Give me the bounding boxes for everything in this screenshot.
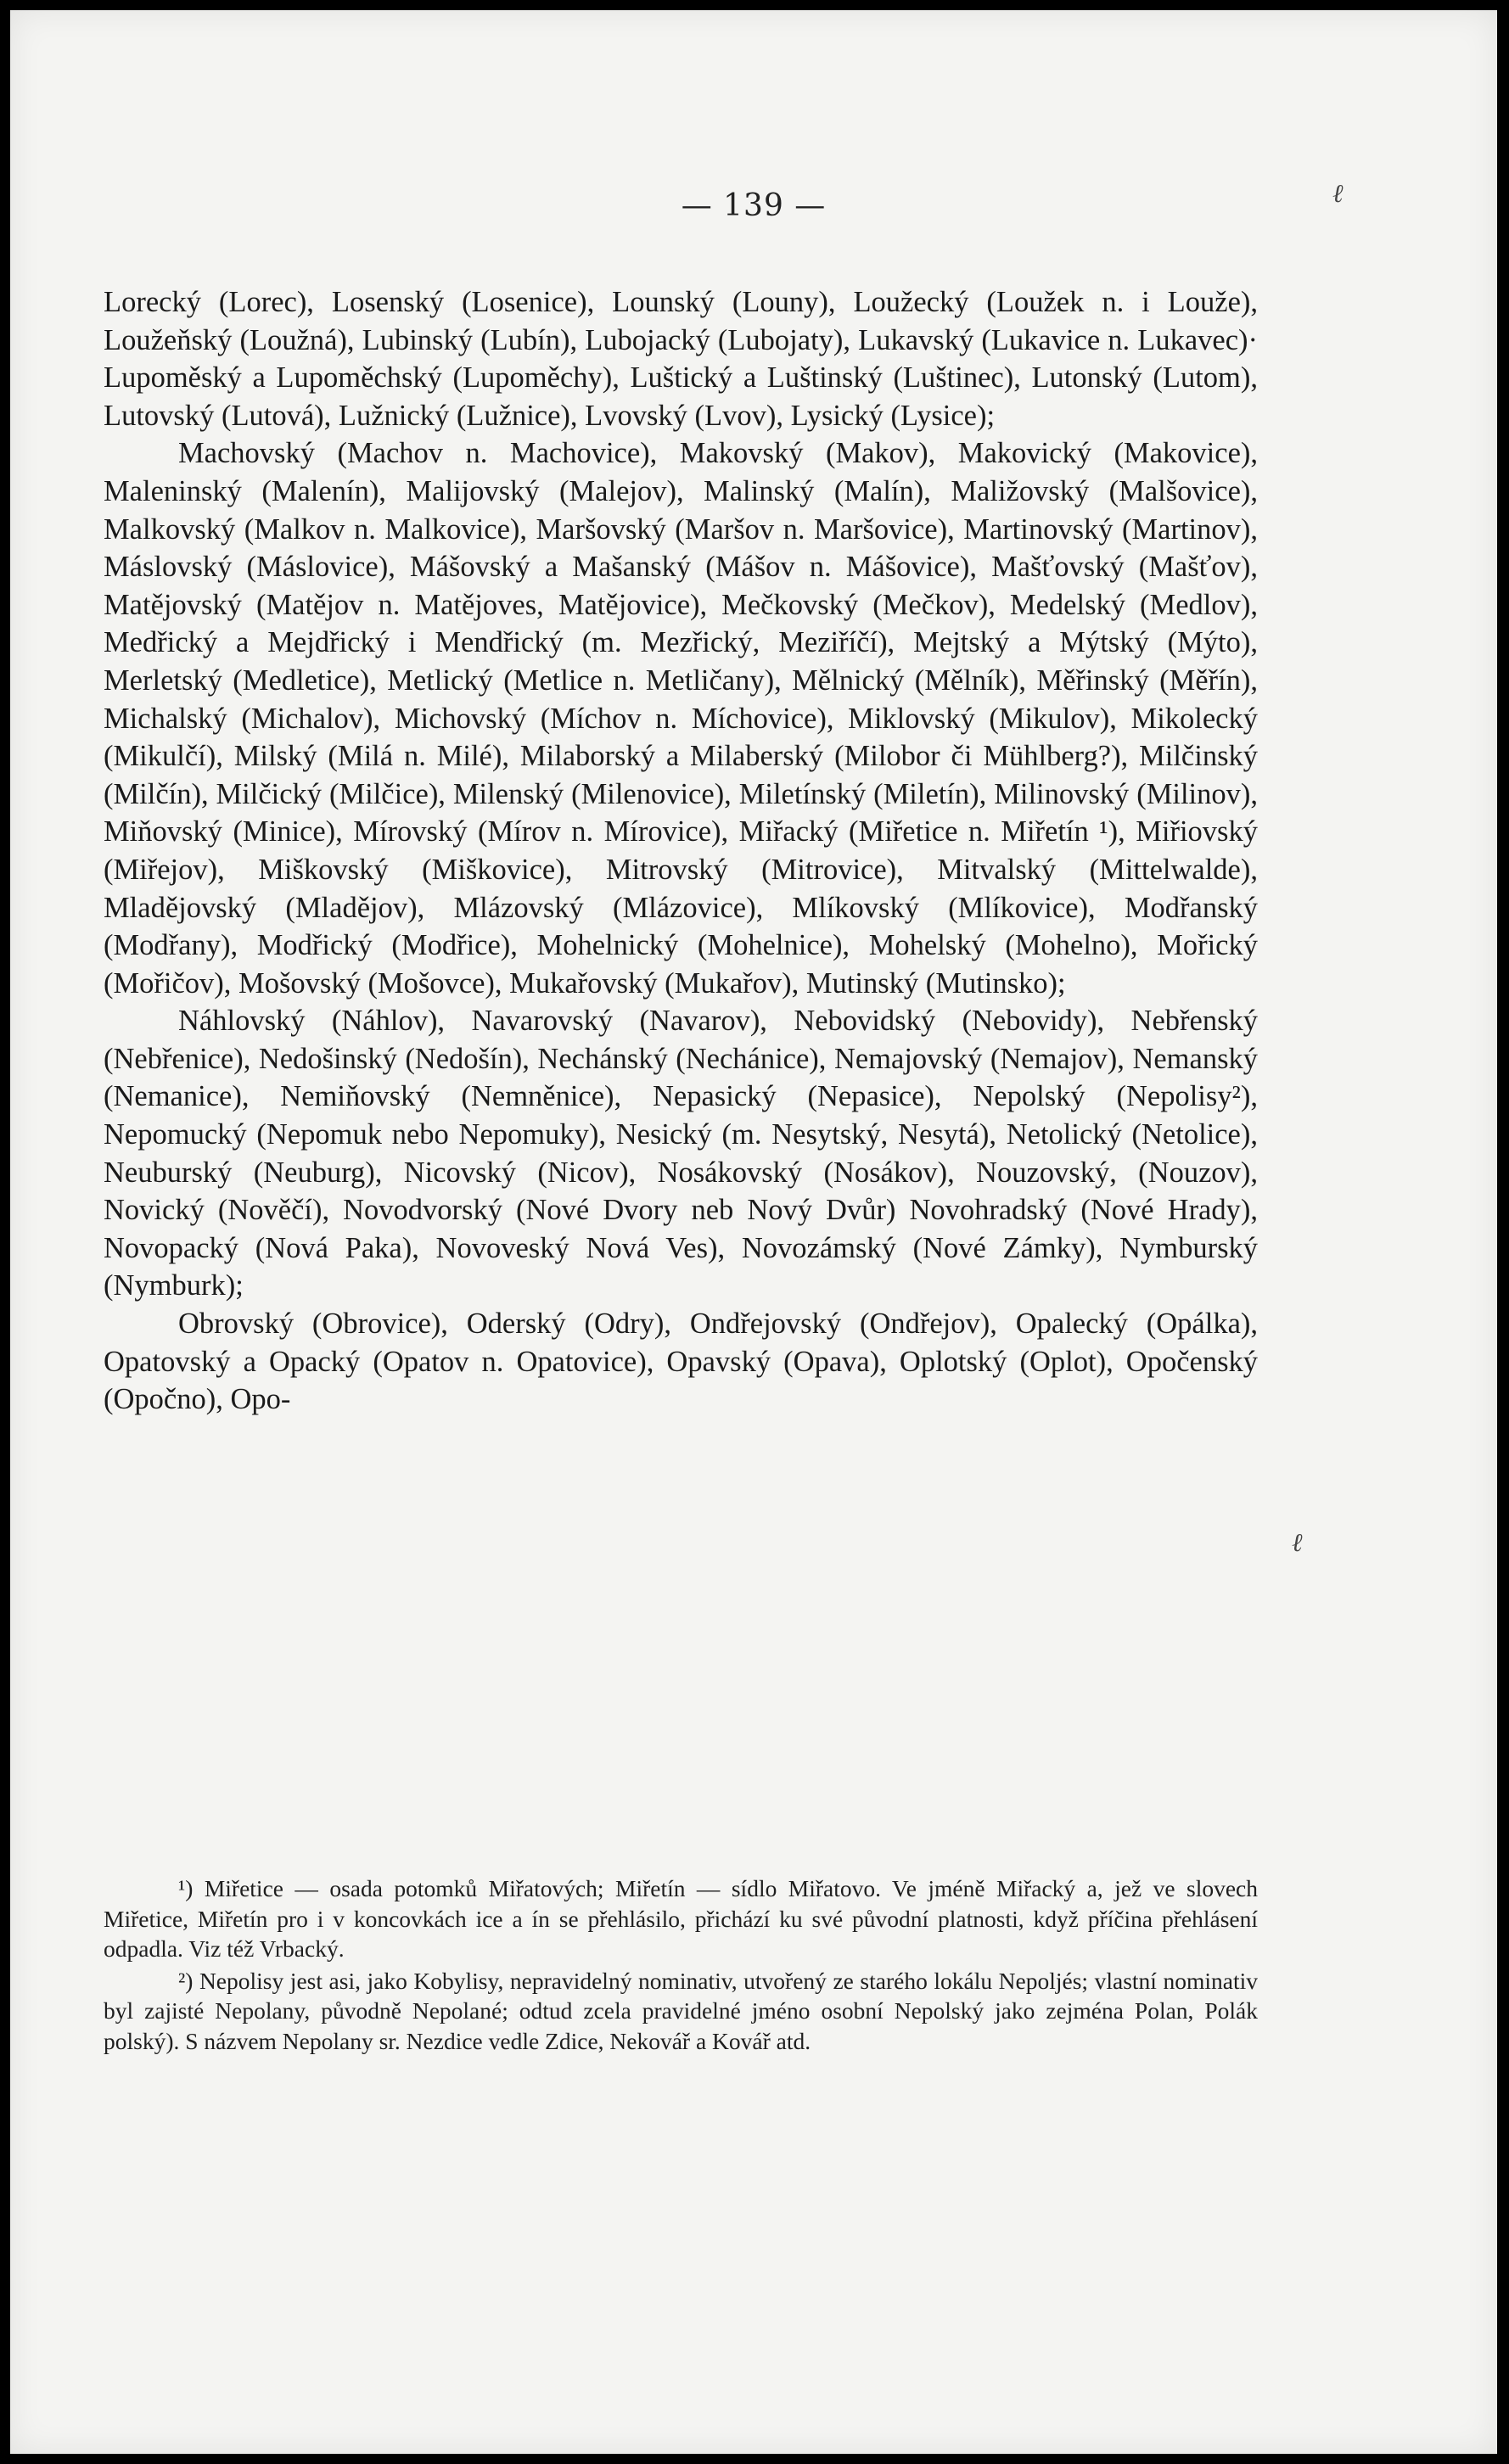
footnotes xyxy=(104,1873,1258,2057)
footnote-2: ²) Nepolisy jest asi, jako Kobylisy, nepravidelný nominativ, utvořený ze starého lokálu Nepoljés; vlastní nominativ byl zajisté Nepolany, původně Nepolané; odtud zcela pravidelné jméno osobní Nepolský jako zejména Polan, Polák polský). S názvem Nepolany sr. Nezdice vedle Zdice, Nekovář a Kovář atd. xyxy=(104,1967,1258,2054)
footnote-1: ¹) Miřetice — osada potomků Miřatových; Miřetín — sídlo Miřatovo. Ve jméně Miřacký a, jež ve slovech Miřetice, Miřetín pro i v koncovkách ice a ín se přehlásilo, přichází ku své původní platnosti, když příčina přehlásení odpadla. Viz též Vrbacký. xyxy=(104,1875,1258,1963)
margin-mark-middle: ℓ xyxy=(1292,1529,1303,1557)
book-page xyxy=(10,10,1497,2454)
page-number: — 139 — xyxy=(681,188,827,223)
paragraph-o: Obrovský (Obrovice), Oderský (Odry), Ondřejovský (Ondřejov), Opalecký (Opálka), Opatovský a Opacký (Opatov n. Opatovice), Opavský (Opava), Oplotský (Oplot), Opočenský (Opočno), Opo- xyxy=(104,1308,1258,1416)
paragraph-m: Machovský (Machov n. Machovice), Makovský (Makov), Makovický (Makovice), Maleninský (Malenín), Malijovský (Malejov), Malinský (Malín), Maližovský (Malšovice), Malkovský (Malkov n. Malkovice), Maršovský (Maršov n. Maršovice), Martinovský (Martinov), Máslovský (Máslovice), Mášovský a Mašanský (Mášov n. Mášovice), Mašťovský (Mašťov), Matějovský (Matějov n. Matějoves, Matějovice), Mečkovský (Mečkov), Medelský (Medlov), Medřický a Mejdřický i Mendřický (m. Mezřický, Meziříčí), Mejtský a Mýtský (Mýto), Merletský (Medletice), Metlický (Metlice n. Metličany), Mělnický (Mělník), Měřinský (Měřín), Michalský (Michalov), Michovský (Míchov n. Míchovice), Miklovský (Mikulov), Mikolecký (Mikulčí), Milský (Milá n. Milé), Milaborský a Milaberský (Milobor či Mühlberg?), Milčinský (Milčín), Milčický (Milčice), Milenský (Milenovice), Miletínský (Miletín), Milinovský (Milinov), Miňovský (Minice), Mírovský (Mírov n. Mírovice), Miřacký (Miřetice n. Miřetín ¹), Miřiovský (Miřejov), Miškovský (Miškovice), Mitrovský (Mitrovice), Mitvalský (Mittelwalde), Mladějovský (Mladějov), Mlázovský (Mlázovice), Mlíkovský (Mlíkovice), Modřanský (Modřany), Modřický (Modřice), Mohelnický (Mohelnice), Mohelský (Mohelno), Mořický (Mořičov), Mošovský (Mošovce), Mukařovský (Mukařov), Mutinský (Mutinsko); xyxy=(104,437,1258,1000)
paragraph-l: Lorecký (Lorec), Losenský (Losenice), Lounský (Louny), Loužecký (Loužek n. i Louže), Loužeňský (Loužná), Lubinský (Lubín), Lubojacký (Lubojaty), Lukavský (Lukavice n. Lukavec)· Lupoměský a Lupoměchský (Lupoměchy), Luštický a Luštinský (Luštinec), Lutonský (Lutom), Lutovský (Lutová), Lužnický (Lužnice), Lvovský (Lvov), Lysický (Lysice); xyxy=(104,286,1258,432)
main-text xyxy=(104,283,1258,1419)
margin-mark-top: ℓ xyxy=(1332,180,1344,208)
paragraph-n: Náhlovský (Náhlov), Navarovský (Navarov), Nebovidský (Nebovidy), Nebřenský (Nebřenice), Nedošinský (Nedošín), Nechánský (Nechánice), Nemajovský (Nemajov), Nemanský (Nemanice), Nemiňovský (Nemněnice), Nepasický (Nepasice), Nepolský (Nepolisy²), Nepomucký (Nepomuk nebo Nepomuky), Nesický (m. Nesytský, Nesytá), Netolický (Netolice), Neuburský (Neuburg), Nicovský (Nicov), Nosákovský (Nosákov), Nouzovský, (Nouzov), Novický (Nověčí), Novodvorský (Nové Dvory neb Nový Dvůr) Novohradský (Nové Hrady), Novopacký (Nová Paka), Novoveský Nová Ves), Novozámský (Nové Zámky), Nymburský (Nymburk); xyxy=(104,1005,1258,1302)
